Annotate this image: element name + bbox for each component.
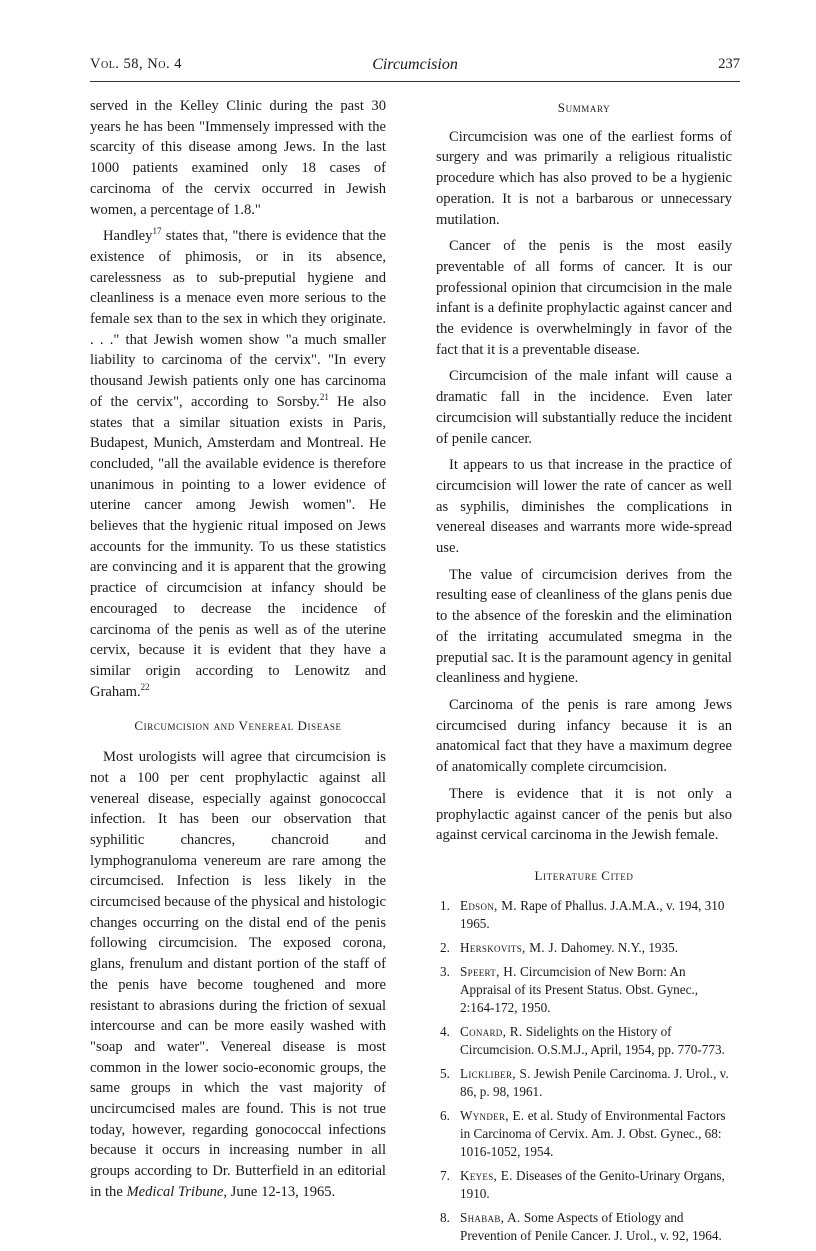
paragraph: served in the Kelley Clinic during the past 30 years he has been "Immensely impressed with the scarcity of this disease among Jews. In the last 1000 patients examined only 18 cases of carcinoma of the cervix occurred in Jewish women, a percentage of 1.8." [90, 98, 386, 218]
reference-item [436, 1065, 732, 1101]
reference-author: Shabab, A. [460, 1209, 521, 1225]
page-number: 237 [718, 56, 740, 72]
reference-text: et al. Study of Environmental Factors in Carcinoma of Cervix. Am. J. Obst. Gynec., 68: 1016-1052, 1954. [460, 1107, 726, 1159]
paragraph-text: Most urologists will agree that circumcision is not a 100 per cent prophylactic against all venereal disease, especially against gonococcal infection. It has been our observation that syphilitic chancres, chancroid and lymphogranuloma venereum are rare among the circumcised. Infection is less likely in the circumcised because of the physical and histologic changes occurring on the distal end of the penis following circumcision. The exposed corona, glans, frenulum and distant portion of the staff of the penis have become toughened and more resistant to abrasions during the friction of sexual intercourse and can be more easily washed with "soap and water". Venereal disease is most common in the lower socio-economic groups, the same groups in which the vast majority of uncircumcised males are found. This is not true today, however, regarding gonococcal infections because it occurs in increasing number in all groups according to Dr. Butterfield in an editorial in the [90, 749, 386, 1200]
reference-number: 3. [440, 963, 450, 979]
summary-paragraph: Circumcision was one of the earliest forms of surgery and was primarily a religious ritualistic procedure which has also proved to be a hygienic operation. It is not a barbarous or unnecessary mutilation. [436, 128, 732, 228]
paragraph [90, 747, 386, 1202]
reference-item [436, 1107, 732, 1161]
running-title: Circumcision [372, 56, 458, 73]
running-header [90, 56, 740, 80]
reference-number: 4. [440, 1023, 450, 1039]
reference-marker: 22 [140, 681, 150, 692]
reference-text: Jewish Penile Carcinoma. J. Urol., v. 86, p. 98, 1961. [460, 1065, 729, 1099]
paragraph-text: He also states that a similar situation exists in Paris, Budapest, Munich, Amsterdam and Montreal. He concluded, "all the available evidence is therefore unanimous in pointing to a lower evidence of uterine cancer among Jewish women". He believes that the hygienic ritual imposed on Jews accounts for the immunity. To us these statistics are convincing and it is apparent that the growing practice of circumcision at infancy should be encouraged to decrease the incidence of carcinoma of the penis as well as of the uterine cervix, because it is evident that they have a similar origin according to Lenowitz and Graham. [90, 393, 386, 700]
reference-author: Conard, R. [460, 1023, 523, 1039]
reference-item [436, 1209, 732, 1245]
reference-author: Wynder, E. [460, 1107, 525, 1123]
section-heading: Circumcision and Venereal Disease [134, 718, 342, 734]
summary-paragraph: Cancer of the penis is the most easily preventable of all forms of cancer. It is our professional opinion that circumcision in the male infant is a definite prophylactic against cancer and the evidence is overwhelmingly in favor of the fact that it is a preventable disease. [436, 238, 732, 358]
reference-author: Keyes, E. [460, 1167, 513, 1183]
reference-text: Circumcision of New Born: An Appraisal of its Present Status. Obst. Gynec., 2:164-172, 1950. [460, 963, 699, 1015]
reference-item [436, 897, 732, 933]
summary-paragraph: The value of circumcision derives from the resulting ease of cleanliness of the glans penis due to the absence of the foreskin and the elimination of the irritating accumulated smegma in the preputial sac. It is the paramount agency in genital cleanliness and hygiene. [436, 566, 732, 687]
summary-paragraph: It appears to us that increase in the practice of circumcision will lower the rate of cancer as well as syphilis, diminishes the complications in venereal diseases and warrants more wide-spread use. [436, 457, 732, 557]
section-heading-summary: Summary [557, 100, 611, 115]
reference-item [436, 1023, 732, 1059]
summary-paragraph: Carcinoma of the penis is rare among Jews circumcised during infancy because it is an anatomical fact that they have a maximum degree of anatomically complete circumcision. [436, 696, 732, 776]
reference-marker: 17 [152, 226, 162, 237]
paragraph-text: June 12-13, 1965. [227, 1183, 336, 1200]
summary-paragraph: Circumcision of the male infant will cause a dramatic fall in the incidence. Even later circumcision will substantially reduce the incident of penile cancer. [436, 368, 732, 447]
reference-list [436, 897, 732, 1245]
paragraph [90, 226, 386, 702]
reference-text: Rape of Phallus. J.A.M.A., v. 194, 310 1965. [460, 897, 725, 931]
reference-number: 6. [440, 1107, 450, 1123]
reference-item [436, 963, 732, 1017]
reference-author: Edson, M. [460, 897, 517, 913]
reference-item [436, 939, 732, 957]
reference-author: Lickliber, S. [460, 1065, 531, 1081]
summary-paragraph: There is evidence that it is not only a prophylactic against cancer of the penis but also against cervical carcinoma in the Jewish female. [436, 785, 732, 844]
section-heading-literature: Literature Cited [534, 867, 634, 883]
left-column [90, 96, 386, 1209]
reference-number: 1. [440, 897, 450, 913]
paragraph-text: states that, "there is evidence that the existence of phimosis, or in its absence, carelessness as to sub-preputial hygiene and cleanliness is a menace even more serious to the female sex than to the sex in which they originate. . . ." that Jewish women show "a much smaller liability to carcinoma of the cervix". "In every thousand Jewish patients only one has carcinoma of the cervix", according to Sorsby. [90, 228, 386, 410]
reference-marker: 21 [319, 391, 329, 402]
reference-text: Sidelights on the History of Circumcision. O.S.M.J., April, 1954, pp. 770-773. [460, 1023, 725, 1057]
reference-number: 8. [440, 1209, 450, 1225]
reference-text: Diseases of the Genito-Urinary Organs, 1910. [460, 1167, 725, 1201]
reference-author: Speert, H. [460, 963, 517, 979]
volume-label: Vol. 58, No. 4 [90, 56, 182, 72]
reference-author: Herskovits, M. J. [460, 939, 558, 955]
right-column [436, 96, 732, 1251]
reference-number: 5. [440, 1065, 450, 1081]
header-rule [90, 81, 740, 82]
reference-text: Some Aspects of Etiology and Prevention of Penile Cancer. J. Urol., v. 92, 1964. [460, 1209, 722, 1243]
journal-name: Medical Tribune, [126, 1183, 228, 1200]
reference-item [436, 1167, 732, 1203]
reference-number: 7. [440, 1167, 450, 1183]
reference-text: Dahomey. N.Y., 1935. [557, 939, 678, 955]
reference-number: 2. [440, 939, 450, 955]
author-name: Handley [103, 228, 153, 245]
